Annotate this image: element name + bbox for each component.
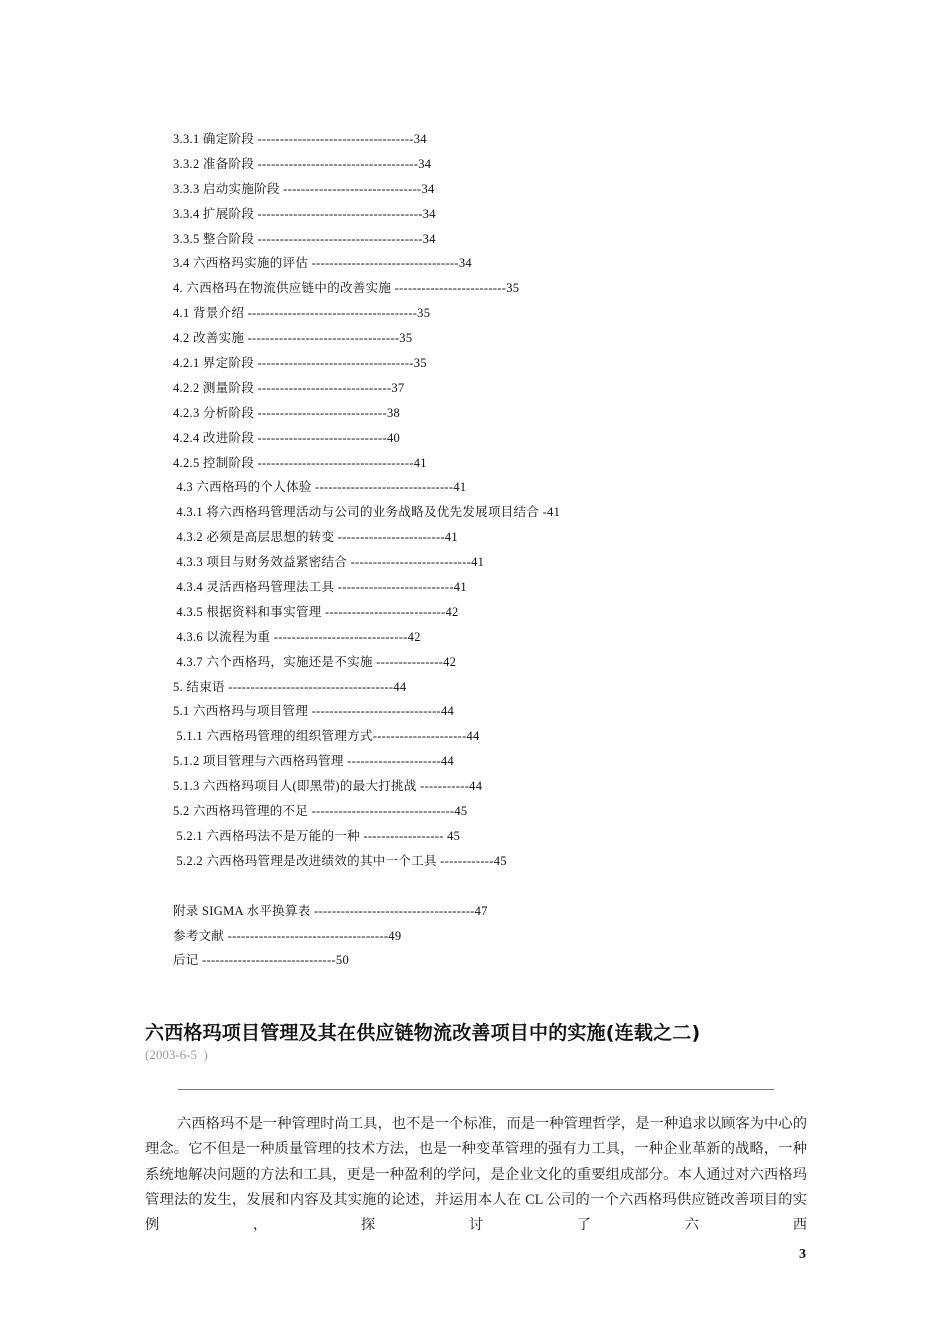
toc-entry: 4.3.7 六个西格玛，实施还是不实施 ---------------42 (173, 654, 457, 669)
toc-entry: 5.1 六西格玛与项目管理 -----------------------------44 (173, 704, 455, 719)
toc-entry: 5.2 六西格玛管理的不足 --------------------------------45 (173, 804, 468, 819)
table-of-contents (173, 127, 733, 973)
toc-entry: 3.3.2 准备阶段 ------------------------------------34 (173, 156, 432, 171)
toc-entry: 5.1.1 六西格玛管理的组织管理方式---------------------44 (173, 729, 480, 744)
article-date: (2003-6-5 ) (145, 1047, 208, 1062)
toc-entry: 4. 六西格玛在物流供应链中的改善实施 -------------------------35 (173, 281, 520, 296)
toc-entry: 5.1.3 六西格玛项目人(即黑带)的最大打挑战 -----------44 (173, 779, 483, 794)
toc-entry: 4.3 六西格玛的个人体验 -------------------------------41 (173, 480, 467, 495)
toc-entry: 4.2.4 改进阶段 -----------------------------40 (173, 430, 401, 445)
toc-entry: 5.2.2 六西格玛管理是改进绩效的其中一个工具 ------------45 (173, 853, 507, 868)
toc-entry: 4.2 改善实施 ----------------------------------35 (173, 331, 413, 346)
toc-entry: 4.2.3 分析阶段 -----------------------------38 (173, 405, 401, 420)
toc-entry: 5.1.2 项目管理与六西格玛管理 ---------------------44 (173, 754, 454, 769)
toc-entry: 4.2.1 界定阶段 -----------------------------------35 (173, 356, 427, 371)
toc-entry: 4.3.1 将六西格玛管理活动与公司的业务战略及优先发展项目结合 -41 (173, 505, 561, 520)
toc-entry: 5. 结束语 -------------------------------------44 (173, 679, 407, 694)
toc-entry: 4.3.6 以流程为重 ------------------------------42 (173, 629, 421, 644)
toc-entry: 3.3.1 确定阶段 -----------------------------------34 (173, 132, 427, 146)
article-title: 六西格玛项目管理及其在供应链物流改善项目中的实施(连载之二) (145, 1022, 701, 1044)
horizontal-divider (178, 1089, 774, 1090)
toc-spacer (173, 874, 733, 899)
toc-entry: 4.1 背景介绍 --------------------------------------35 (173, 306, 431, 321)
page-number: 3 (799, 1247, 806, 1262)
toc-entry: 后记 ------------------------------50 (173, 953, 350, 968)
article-paragraph: 六西格玛不是一种管理时尚工具，也不是一个标准，而是一种管理哲学，是一种追求以顾客为中心的理念。它不但是一种质量管理的技术方法，也是一种变革管理的强有力工具，一种企业革新的战略，一种系统地解决问题的方法和工具，更是一种盈利的学问，是企业文化的重要组成部分。本人通过对六西格玛管理法的发生，发展和内容及其实施的论述，并运用本人在 CL 公司的一个六西格玛供应链改善项目的实例，探讨了六西 (145, 1116, 807, 1234)
toc-entry: 5.2.1 六西格玛法不是万能的一种 ------------------ 45 (173, 828, 461, 843)
toc-entry: 3.3.3 启动实施阶段 -------------------------------34 (173, 181, 435, 196)
toc-entry: 3.4 六西格玛实施的评估 ---------------------------------34 (173, 256, 472, 271)
toc-entry: 4.2.2 测量阶段 ------------------------------37 (173, 380, 405, 395)
toc-entry: 参考文献 ------------------------------------49 (173, 928, 402, 943)
toc-entry: 附录 SIGMA 水平换算表 ------------------------------------47 (173, 903, 488, 918)
toc-entry: 3.3.5 整合阶段 -------------------------------------34 (173, 231, 436, 246)
toc-entry: 4.3.2 必须是高层思想的转变 ------------------------41 (173, 530, 458, 545)
toc-entry: 4.3.4 灵活西格玛管理法工具 --------------------------41 (173, 580, 467, 595)
toc-entry: 4.2.5 控制阶段 -----------------------------------41 (173, 455, 427, 470)
toc-entry: 4.3.5 根据资料和事实管理 ---------------------------42 (173, 604, 459, 619)
toc-entry: 4.3.3 项目与财务效益紧密结合 ---------------------------41 (173, 555, 485, 570)
toc-entry: 3.3.4 扩展阶段 -------------------------------------34 (173, 206, 436, 221)
